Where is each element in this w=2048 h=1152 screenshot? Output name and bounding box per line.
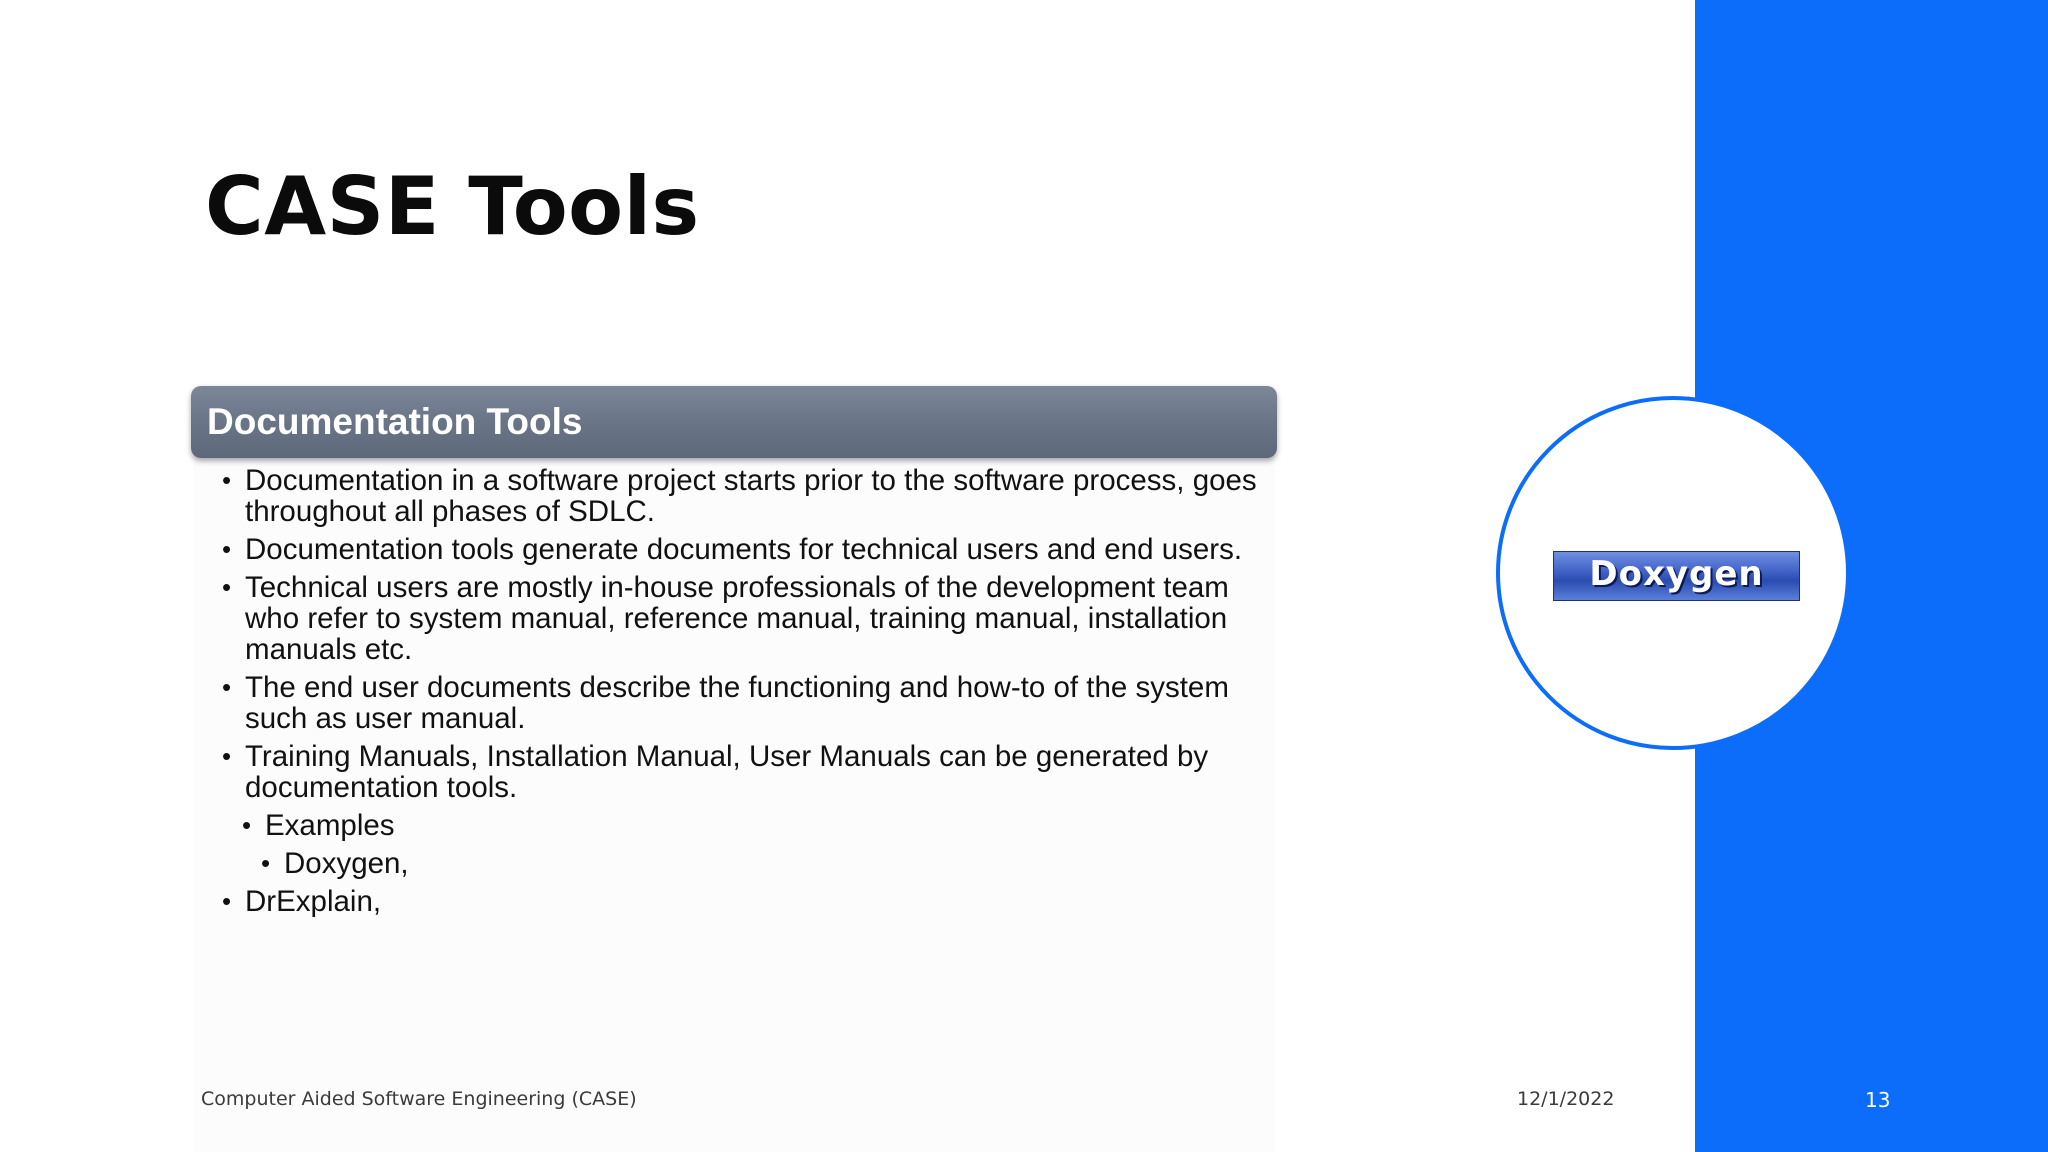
bullet-item: • Training Manuals, Installation Manual, User Manuals can be generated by documentation tools. (222, 740, 1209, 804)
doxygen-logo-text: Doxygen (1589, 554, 1764, 594)
footer-date: 12/1/2022 (1517, 1088, 1615, 1110)
page-number: 13 (1865, 1088, 1891, 1112)
bullet-dot-icon: • (222, 572, 232, 602)
bullet-item: • Documentation in a software project starts prior to the software process, goes throughout all phases of SDLC. (222, 464, 1257, 528)
section-header-bar (191, 386, 1277, 458)
slide-title: CASE Tools (205, 160, 700, 253)
bullet-dot-icon: • (222, 534, 232, 564)
bullet-dot-icon: • (261, 848, 271, 878)
section-header-label: Documentation Tools (207, 401, 583, 442)
footer-course-title: Computer Aided Software Engineering (CASE) (201, 1088, 637, 1110)
bullet-item: • Documentation tools generate documents for technical users and end users. (222, 533, 1243, 566)
doxygen-logo (1553, 551, 1800, 601)
bullet-dot-icon: • (222, 886, 232, 916)
bullet-item-examples: • Examples (242, 809, 395, 842)
bullet-dot-icon: • (242, 810, 252, 840)
bullet-list (222, 458, 1282, 917)
bullet-item: • The end user documents describe the functioning and how-to of the system such as user manual. (222, 671, 1229, 735)
bullet-item-doxygen: • Doxygen, (261, 847, 409, 880)
bullet-item-drexplain: • DrExplain, (222, 885, 382, 918)
bullet-dot-icon: • (222, 741, 232, 771)
bullet-dot-icon: • (222, 672, 232, 702)
bullet-dot-icon: • (222, 465, 232, 495)
bullet-item: • Technical users are mostly in-house professionals of the development team who refer to system manual, reference manual, training manual, installation manuals etc. (222, 571, 1229, 666)
